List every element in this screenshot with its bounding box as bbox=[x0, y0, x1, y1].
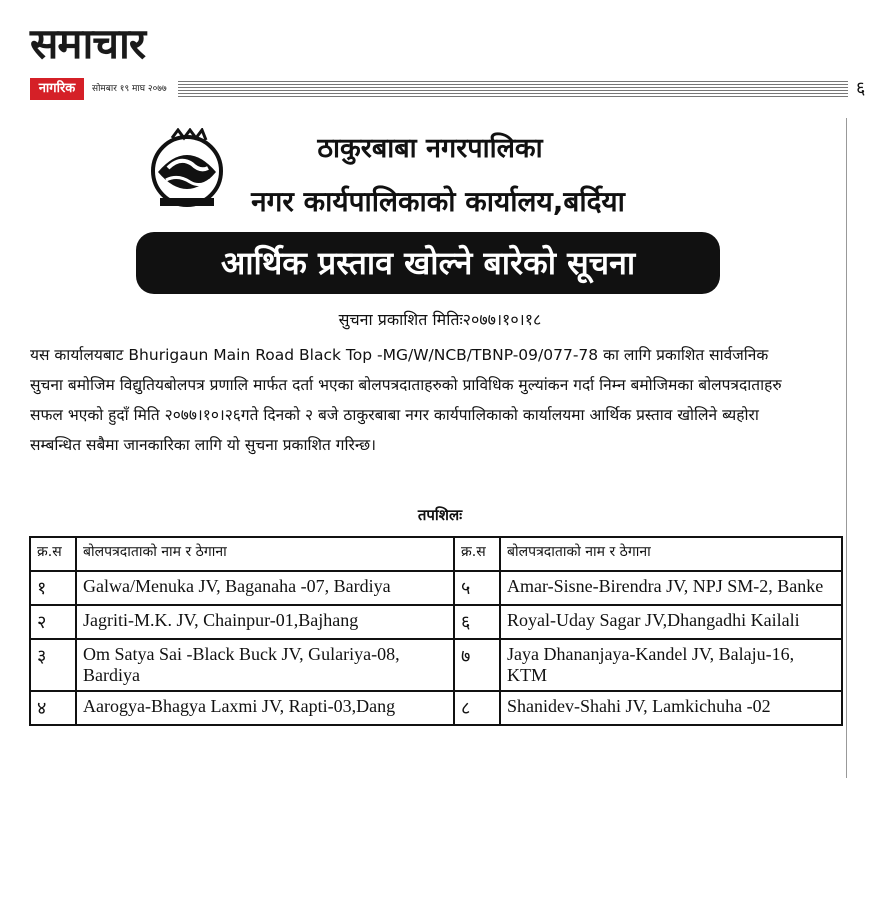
masthead-bar bbox=[30, 78, 848, 100]
serial-cell: ४ bbox=[30, 691, 76, 725]
notice-title: आर्थिक प्रस्ताव खोल्ने बारेको सूचना bbox=[136, 232, 720, 294]
bidder-cell: Om Satya Sai -Black Buck JV, Gulariya-08, Bardiya bbox=[76, 639, 454, 691]
header-serial: क्र.स bbox=[454, 537, 500, 571]
header-serial: क्र.स bbox=[30, 537, 76, 571]
table-row bbox=[30, 605, 842, 639]
details-heading: तपशिलः bbox=[417, 506, 463, 524]
serial-cell: ७ bbox=[454, 639, 500, 691]
issue-date: सोमबार १९ माघ २०७७ bbox=[92, 84, 167, 94]
office-name: नगर कार्यपालिकाको कार्यालय,बर्दिया bbox=[251, 185, 625, 218]
bidder-cell: Shanidev-Shahi JV, Lamkichuha -02 bbox=[500, 691, 842, 725]
serial-cell: ६ bbox=[454, 605, 500, 639]
serial-cell: २ bbox=[30, 605, 76, 639]
header-bidder: बोलपत्रदाताको नाम र ठेगाना bbox=[76, 537, 454, 571]
masthead-rule-lines bbox=[178, 81, 848, 97]
serial-cell: ८ bbox=[454, 691, 500, 725]
serial-cell: १ bbox=[30, 571, 76, 605]
table-row bbox=[30, 691, 842, 725]
municipality-name: ठाकुरबाबा नगरपालिका bbox=[317, 133, 543, 164]
bidder-cell: Jagriti-M.K. JV, Chainpur-01,Bajhang bbox=[76, 605, 454, 639]
column-rule bbox=[846, 118, 847, 778]
serial-cell: ५ bbox=[454, 571, 500, 605]
nepal-emblem-icon bbox=[148, 128, 226, 210]
notice-body bbox=[30, 340, 846, 460]
bidder-cell: Galwa/Menuka JV, Baganaha -07, Bardiya bbox=[76, 571, 454, 605]
table-row bbox=[30, 571, 842, 605]
serial-cell: ३ bbox=[30, 639, 76, 691]
body-line: यस कार्यालयबाट Bhurigaun Main Road Black Top -MG/W/NCB/TBNP-09/077-78 का लागि प्रकाशित सार्वजनिक bbox=[30, 346, 769, 364]
bidder-cell: Jaya Dhananjaya-Kandel JV, Balaju-16, KTM bbox=[500, 639, 842, 691]
table-header-row bbox=[30, 537, 842, 571]
section-title: समाचार bbox=[30, 19, 146, 68]
bidder-cell: Royal-Uday Sagar JV,Dhangadhi Kailali bbox=[500, 605, 842, 639]
body-line: सफल भएको हुदाँ मिति २०७७।१०।२६गते दिनको २ बजे ठाकुरबाबा नगर कार्यपालिकाको कार्यालयमा आर्थिक प्रस्ताव खोलिने ब्यहोरा bbox=[30, 406, 759, 424]
body-line: सुचना बमोजिम विद्युतियबोलपत्र प्रणालि मार्फत दर्ता भएका बोलपत्रदाताहरुको प्राविधिक मुल्यांकन गर्दा निम्न बमोजिमका बोलपत्रदाताहरु bbox=[30, 376, 782, 394]
published-date: सुचना प्रकाशित मितिः२०७७।१०।१८ bbox=[338, 310, 542, 329]
bidder-cell: Aarogya-Bhagya Laxmi JV, Rapti-03,Dang bbox=[76, 691, 454, 725]
page-number: ६ bbox=[856, 78, 866, 99]
newspaper-badge: नागरिक bbox=[30, 78, 84, 100]
bidder-cell: Amar-Sisne-Birendra JV, NPJ SM-2, Banke bbox=[500, 571, 842, 605]
body-line: सम्बन्धित सबैमा जानकारिका लागि यो सुचना प्रकाशित गरिन्छ। bbox=[30, 436, 377, 454]
bidders-table bbox=[29, 536, 843, 726]
table-row bbox=[30, 639, 842, 691]
header-bidder: बोलपत्रदाताको नाम र ठेगाना bbox=[500, 537, 842, 571]
